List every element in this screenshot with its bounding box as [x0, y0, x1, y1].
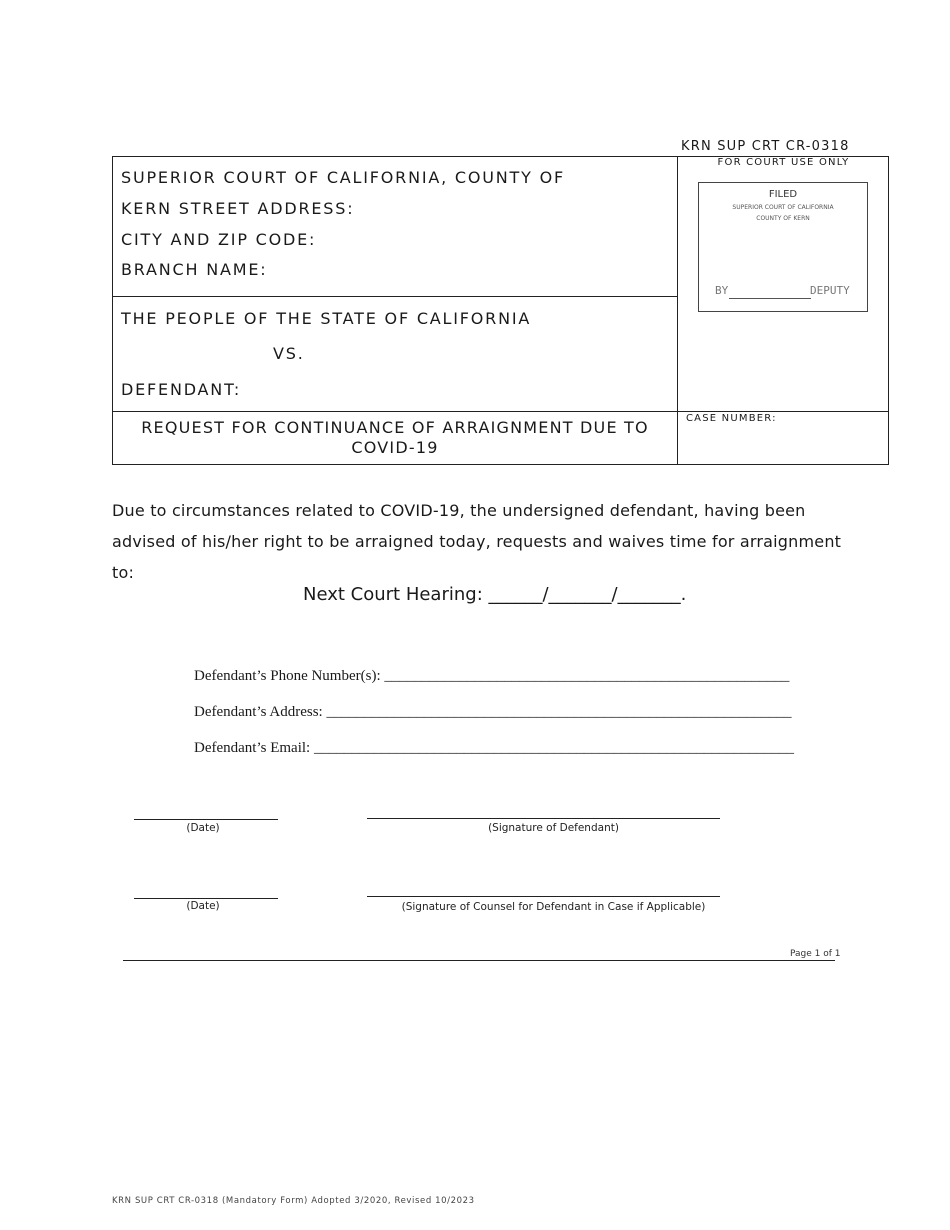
address-field[interactable]: Defendant’s Address: ______________________________________________________________	[194, 704, 792, 720]
defendant-line: DEFENDANT:	[121, 380, 242, 399]
stamp-county-label: COUNTY OF KERN	[756, 215, 810, 222]
intro-paragraph: Due to circumstances related to COVID-19, the undersigned defendant, having been advised of his/her right to be arraigned today, requests and waives time for arraignment to:	[112, 501, 842, 582]
filed-stamp-box	[698, 182, 868, 312]
caption-divider-parties	[112, 296, 678, 297]
form-id: KRN SUP CRT CR-0318	[681, 139, 850, 154]
branch-name-line: BRANCH NAME:	[121, 260, 268, 279]
court-name-line: SUPERIOR COURT OF CALIFORNIA, COUNTY OF	[121, 168, 565, 187]
page-number: Page 1 of 1	[790, 949, 841, 959]
stamp-by-line	[729, 298, 811, 299]
stamp-by-label: BY	[715, 284, 729, 297]
date-line-2[interactable]	[134, 898, 278, 899]
date-caption-1: (Date)	[186, 822, 220, 834]
counsel-signature-line[interactable]	[367, 896, 720, 897]
form-footer-note: KRN SUP CRT CR-0318 (Mandatory Form) Adopted 3/2020, Revised 10/2023	[112, 1196, 475, 1206]
phone-field[interactable]: Defendant’s Phone Number(s): ______________________________________________________	[194, 668, 790, 684]
defendant-signature-line[interactable]	[367, 818, 720, 819]
caption-divider-vertical	[677, 156, 678, 465]
date-line-1[interactable]	[134, 819, 278, 820]
court-use-label: FOR COURT USE ONLY	[717, 157, 850, 168]
people-line: THE PEOPLE OF THE STATE OF CALIFORNIA	[121, 309, 532, 328]
case-number-label: CASE NUMBER:	[686, 413, 777, 424]
stamp-court-label: SUPERIOR COURT OF CALIFORNIA	[732, 204, 834, 211]
city-zip-line: CITY AND ZIP CODE:	[121, 230, 317, 249]
caption-divider-title	[112, 411, 889, 412]
stamp-deputy-label: DEPUTY	[810, 284, 850, 297]
next-court-hearing-field[interactable]: Next Court Hearing: ______/_______/_______.	[303, 584, 687, 605]
email-field[interactable]: Defendant’s Email: ________________________________________________________________	[194, 740, 794, 756]
form-title: REQUEST FOR CONTINUANCE OF ARRAIGNMENT DUE TO COVID-19	[141, 418, 649, 457]
street-address-line: KERN STREET ADDRESS:	[121, 199, 355, 218]
defendant-signature-caption: (Signature of Defendant)	[488, 822, 619, 834]
versus-label: VS.	[273, 344, 305, 363]
footer-rule	[123, 960, 835, 961]
counsel-signature-caption: (Signature of Counsel for Defendant in Case if Applicable)	[401, 901, 706, 913]
date-caption-2: (Date)	[186, 900, 220, 912]
filed-label: FILED	[768, 189, 798, 200]
